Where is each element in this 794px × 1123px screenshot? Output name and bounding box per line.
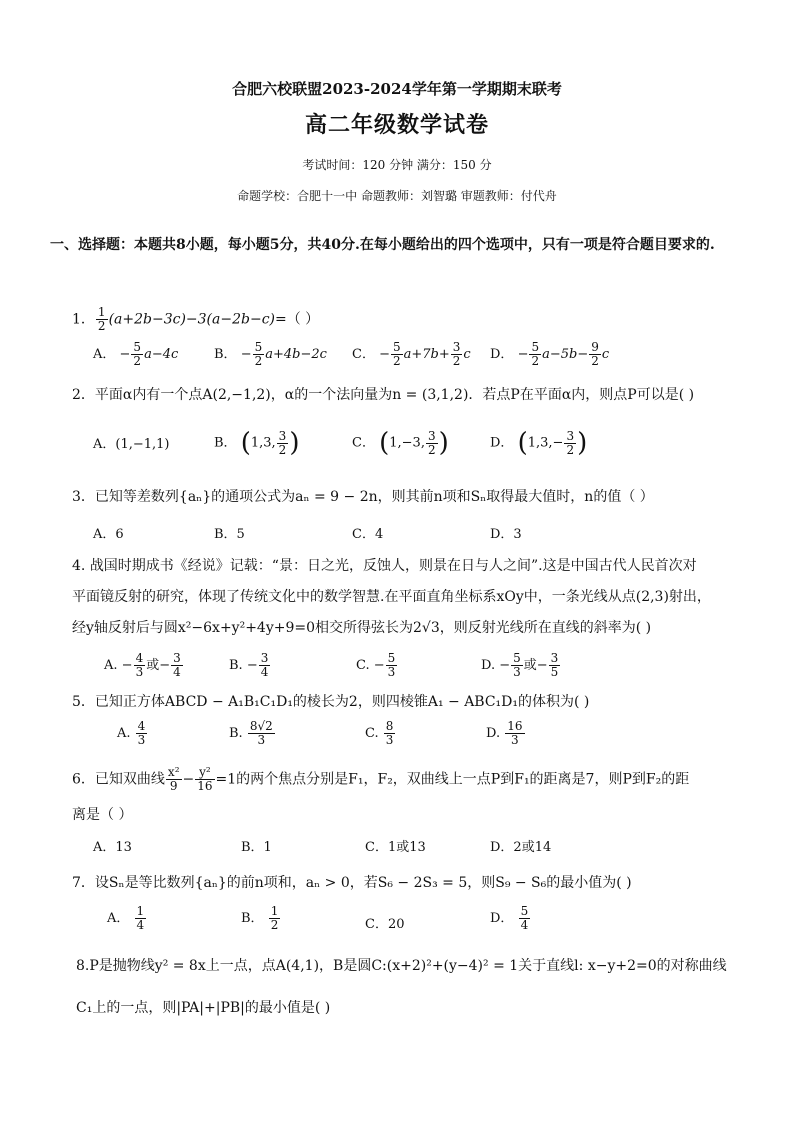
q6-option-c[interactable]: C．1或13 <box>365 840 426 855</box>
q6-option-a[interactable]: A．13 <box>93 840 132 855</box>
q4-option-d[interactable]: D. − $\frac{5}{3}$ 或− $\frac{3}{5}$ <box>481 651 559 679</box>
question-7-stem: 7．设Sₙ是等比数列{aₙ}的前n项和，aₙ > 0，若S₆ − 2S₃ = 5，则S₉ − S₆的最小值为( ) <box>72 875 632 891</box>
question-4-stem-line2: 平面镜反射的研究，体现了传统文化中的数学智慧.在平面直角坐标系xOy中，一条光线从点(2,3)射出， <box>72 589 711 605</box>
q3-option-d[interactable]: D．3 <box>490 527 522 542</box>
q2-option-a[interactable]: A．(1,−1,1) <box>93 437 170 452</box>
q6-option-d[interactable]: D．2或14 <box>490 840 552 855</box>
q7-option-c[interactable]: C．20 <box>365 917 405 932</box>
q1-option-d[interactable]: D． − $\frac{5}{2}$ a−5b− $\frac{9}{2}$ c <box>490 340 610 368</box>
q2-option-d[interactable]: D． (1,3,− $\frac{3}{2}$ ) <box>490 428 588 458</box>
question-8-stem-line2: C₁上的一点，则|PA|+|PB|的最小值是( ) <box>76 1000 331 1016</box>
q5-option-c[interactable]: C. $\frac{8}{3}$ <box>365 719 394 747</box>
question-2-stem: 2．平面α内有一个点A(2,−1,2)，α的一个法向量为n = (3,1,2)．若点P在平面α内，则点P可以是( ) <box>72 387 695 403</box>
exam-info: 考试时间：120 分钟 满分：150 分 <box>302 158 492 172</box>
question-4-stem-line1: 4. 战国时期成书《经说》记载：“景：日之光，反蚀人，则景在日与人之间”.这是中国古代人民首次对 <box>72 558 697 574</box>
q7-option-a[interactable]: A． $\frac{1}{4}$ <box>107 904 145 932</box>
question-5-stem: 5．已知正方体ABCD − A₁B₁C₁D₁的棱长为2，则四棱锥A₁ − ABC₁D₁的体积为( ) <box>72 694 590 710</box>
q2-option-c[interactable]: C． (1,−3, $\frac{3}{2}$ ) <box>352 428 449 458</box>
question-4-stem-line3: 经y轴反射后与圆x²−6x+y²+4y+9=0相交所得弦长为2√3，则反射光线所在直线的斜率为( ) <box>72 620 652 636</box>
question-1-stem: 1． $\frac{1}{2}$ (a+2b−3c)−3(a−2b−c)=（ ） <box>72 305 320 333</box>
question-6-stem-line1: 6．已知双曲线 $\frac{\text{x²}}{9}$ − $\frac{\text{y²}}{16}$ =1的两个焦点分别是F₁，F₂，双曲线上一点P到F₁的距离是7，则P到F₂的距 <box>72 765 690 793</box>
q4-option-a[interactable]: A. − $\frac{4}{3}$ 或− $\frac{3}{4}$ <box>104 651 181 679</box>
exam-paper-title: 高二年级数学试卷 <box>304 112 489 138</box>
exam-authors: 命题学校：合肥十一中 命题教师：刘智璐 审题教师：付代舟 <box>237 189 557 203</box>
q3-option-a[interactable]: A．6 <box>93 527 124 542</box>
q1-option-a[interactable]: A． − $\frac{5}{2}$ a−4c <box>93 340 179 368</box>
q5-option-b[interactable]: B. $\frac{8√2}{3}$ <box>229 719 273 747</box>
question-6-stem-line2: 离是（ ） <box>72 807 133 823</box>
q3-option-c[interactable]: C．4 <box>352 527 384 542</box>
q4-option-b[interactable]: B. − $\frac{3}{4}$ <box>229 651 269 679</box>
q5-option-a[interactable]: A. $\frac{4}{3}$ <box>117 719 146 747</box>
q2-option-b[interactable]: B． (1,3, $\frac{3}{2}$ ) <box>214 428 300 458</box>
q4-option-c[interactable]: C. − $\frac{5}{3}$ <box>356 651 396 679</box>
exam-union-title: 合肥六校联盟2023-2024学年第一学期期末联考 <box>232 80 562 98</box>
section-heading: 一、选择题：本题共8小题，每小题5分，共40分.在每小题给出的四个选项中，只有一项是符合题目要求的. <box>50 237 715 253</box>
question-8-stem-line1: 8.P是抛物线y² = 8x上一点，点A(4,1)，B是圆C:(x+2)²+(y−4)² = 1关于直线l: x−y+2=0的对称曲线 <box>76 958 727 974</box>
q6-option-b[interactable]: B．1 <box>241 840 272 855</box>
q3-option-b[interactable]: B．5 <box>214 527 245 542</box>
q1-option-b[interactable]: B． − $\frac{5}{2}$ a+4b−2c <box>214 340 327 368</box>
q1-option-c[interactable]: C． − $\frac{5}{2}$ a+7b+ $\frac{3}{2}$ c <box>352 340 471 368</box>
q5-option-d[interactable]: D. $\frac{16}{3}$ <box>486 719 523 747</box>
q7-option-d[interactable]: D． $\frac{5}{4}$ <box>490 904 529 932</box>
question-3-stem: 3．已知等差数列{aₙ}的通项公式为aₙ = 9 − 2n，则其前n项和Sₙ取得最大值时，n的值（ ） <box>72 489 654 505</box>
q7-option-b[interactable]: B． $\frac{1}{2}$ <box>241 904 279 932</box>
